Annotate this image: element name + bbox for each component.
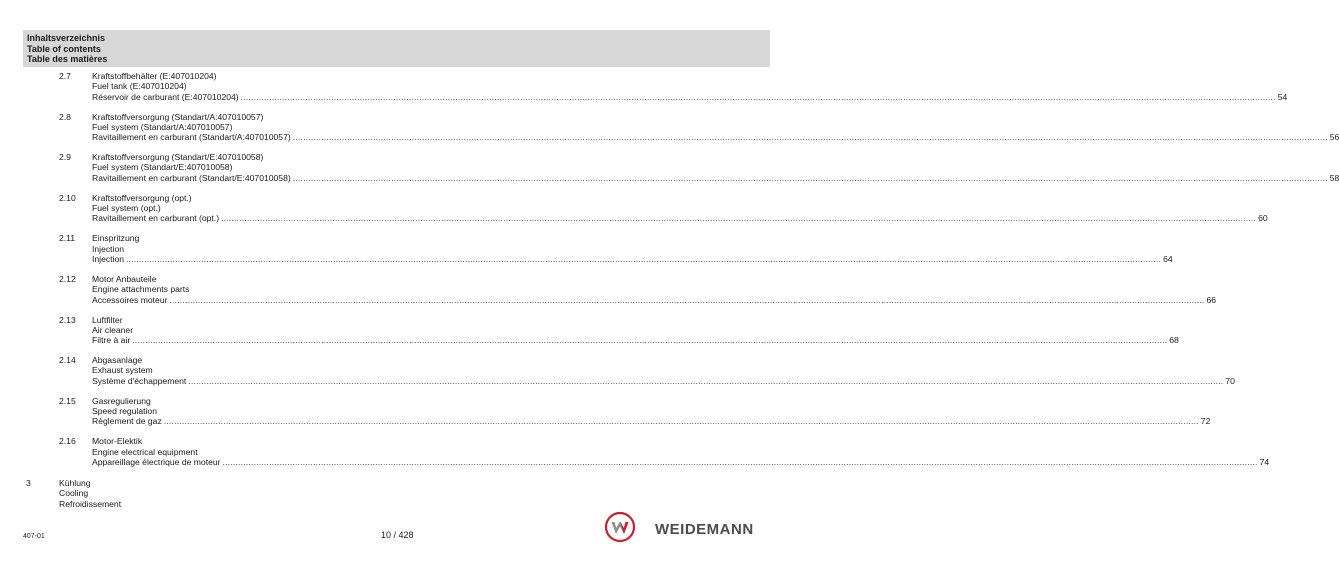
- entry-leader-row: [92, 132, 1339, 143]
- entry-number: 2.13: [59, 314, 76, 325]
- dot-leader: ................................................................................................................................................................................................................................................................................................................................................................................................................: [126, 253, 1162, 264]
- entry-page-number[interactable]: 74: [1259, 456, 1270, 467]
- entry-number: 2.9: [59, 152, 71, 163]
- dot-leader: ................................................................................................................................................................................................................................................................................................................................................................................................................: [292, 172, 1328, 183]
- brand-name: WEIDEMANN: [655, 521, 754, 538]
- entry-title-de: Kraftstoffversorgung (Standart/A:407010057): [92, 111, 264, 122]
- entry-leader-row: [92, 416, 1211, 427]
- entry-title-fr: Appareillage électrique de moteur: [92, 456, 221, 467]
- entry-page-number[interactable]: 64: [1163, 253, 1173, 264]
- entry-page-number[interactable]: 54: [1277, 91, 1288, 102]
- entry-number: 2.10: [59, 192, 76, 203]
- entry-number: 2.15: [59, 395, 76, 406]
- entry-title-en: Fuel system (Standart/E:407010058): [92, 162, 233, 173]
- entry-title-de: Einspritzung: [92, 233, 140, 244]
- entry-page-number[interactable]: 70: [1225, 375, 1235, 386]
- entry-title-en: Air cleaner: [92, 324, 134, 335]
- entry-title-fr: Réservoir de carburant (E:407010204): [92, 91, 239, 102]
- entry-page-number[interactable]: 58: [1329, 172, 1339, 183]
- entry-title-en: Engine electrical equipment: [92, 446, 198, 457]
- entry-page-number[interactable]: 72: [1200, 416, 1211, 427]
- entry-number: 2.14: [59, 355, 76, 366]
- dot-leader: ................................................................................................................................................................................................................................................................................................................................................................................................................: [163, 416, 1199, 427]
- entry-title-fr: Ravitaillement en carburant (Standart/A:407010057): [92, 132, 291, 143]
- dot-leader: ................................................................................................................................................................................................................................................................................................................................................................................................................: [292, 132, 1328, 143]
- dot-leader: ................................................................................................................................................................................................................................................................................................................................................................................................................: [132, 335, 1168, 346]
- entry-number: 2.8: [59, 111, 71, 122]
- entry-number: 2.7: [59, 71, 71, 81]
- entry-title-de: Gasregulierung: [92, 395, 151, 406]
- entry-title-fr: Ravitaillement en carburant (opt.): [92, 213, 220, 224]
- entry-title-en: Speed regulation: [92, 406, 157, 417]
- entry-title-en: Fuel system (Standart/A:407010057): [92, 121, 233, 132]
- toc-header: [23, 30, 770, 67]
- entry-title-en: Fuel tank (E:407010204): [92, 81, 187, 92]
- entry-title-fr: Ravitaillement en carburant (Standart/E:407010058): [92, 172, 291, 183]
- chapter-title-de: Kühlung: [59, 478, 91, 488]
- entry-leader-row: [92, 294, 1217, 305]
- dot-leader: ................................................................................................................................................................................................................................................................................................................................................................................................................: [222, 456, 1258, 467]
- entry-title-en: Injection: [92, 243, 125, 254]
- entry-title-de: Kraftstoffversorgung (opt.): [92, 192, 192, 203]
- doc-code: 407-01: [23, 533, 45, 540]
- entry-number: 2.11: [59, 233, 76, 244]
- entry-title-fr: Injection: [92, 253, 125, 264]
- entry-leader-row: [92, 335, 1179, 346]
- header-title-en: Table of contents: [27, 43, 101, 54]
- entry-page-number[interactable]: 56: [1329, 132, 1339, 143]
- entry-page-number[interactable]: 68: [1169, 335, 1179, 346]
- chapter-number: 3: [26, 478, 31, 488]
- entry-title-de: Motor Anbauteile: [92, 274, 157, 284]
- entry-number: 2.16: [59, 436, 76, 447]
- entry-title-en: Engine attachments parts: [92, 284, 190, 295]
- entry-title-de: Kraftstoffbehälter (E:407010204): [92, 71, 217, 81]
- entry-title-en: Fuel system (opt.): [92, 203, 161, 214]
- entry-title-fr: Filtre à air: [92, 335, 131, 346]
- entry-title-fr: Accessoires moteur: [92, 294, 168, 305]
- dot-leader: ................................................................................................................................................................................................................................................................................................................................................................................................................: [188, 375, 1224, 386]
- entry-page-number[interactable]: 60: [1258, 213, 1268, 224]
- dot-leader: ................................................................................................................................................................................................................................................................................................................................................................................................................: [169, 294, 1205, 305]
- entry-leader-row: [92, 172, 1339, 183]
- header-title-fr: Table des matières: [27, 54, 108, 64]
- entry-page-number[interactable]: 66: [1206, 294, 1217, 305]
- entry-title-fr: Règlement de gaz: [92, 416, 162, 427]
- entry-leader-row: [92, 456, 1270, 467]
- header-title-de: Inhaltsverzeichnis: [27, 33, 106, 43]
- dot-leader: ................................................................................................................................................................................................................................................................................................................................................................................................................: [240, 91, 1276, 102]
- chapter-title-fr: Refroidissement: [59, 498, 122, 509]
- entry-title-de: Luftfilter: [92, 314, 123, 325]
- entry-title-en: Exhaust system: [92, 365, 153, 376]
- entry-number: 2.12: [59, 274, 76, 284]
- entry-leader-row: [92, 375, 1235, 386]
- dot-leader: ................................................................................................................................................................................................................................................................................................................................................................................................................: [221, 213, 1257, 224]
- chapter-title-en: Cooling: [59, 488, 89, 499]
- entry-title-de: Motor-Elektik: [92, 436, 143, 447]
- entry-title-fr: Système d'échappement: [92, 375, 187, 386]
- entry-title-de: Kraftstoffversorgung (Standart/E:407010058): [92, 152, 264, 163]
- page-indicator: 10 / 428: [381, 530, 414, 540]
- weidemann-w-logo-icon: [605, 512, 635, 542]
- entry-title-de: Abgasanlage: [92, 355, 143, 366]
- entry-leader-row: [92, 213, 1268, 224]
- entry-leader-row: [92, 253, 1173, 264]
- entry-leader-row: [92, 91, 1288, 102]
